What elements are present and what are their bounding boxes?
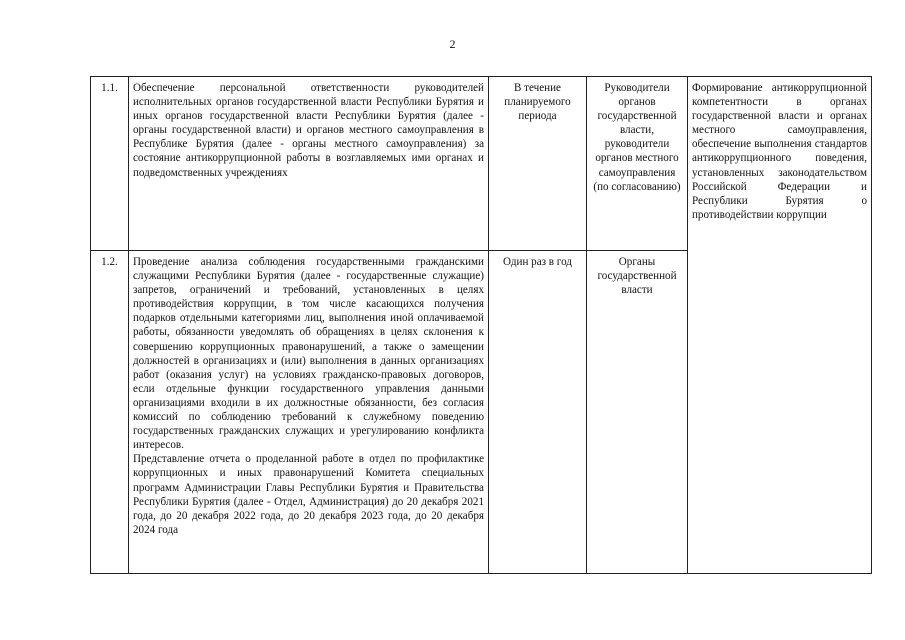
- item-report-requirement: Представление отчета о проделанной работе в отдел по профилактике коррупционных и иных правонарушений Комитета специальных программ Администрации Главы Республики Бурятия и Правительства Республики Бурятия (далее - Отдел, Администрация) до 20 декабря 2021 года, до 20 декабря 2022 года, до 20 декабря 2023 года, до 20 декабря 2024 года: [133, 453, 484, 536]
- item-term: Один раз в год: [489, 251, 587, 574]
- item-description-cell: [129, 251, 489, 574]
- item-term: В течение планируемого периода: [489, 77, 587, 251]
- measures-table: [90, 76, 872, 574]
- table-row: [91, 77, 872, 251]
- item-responsible: Руководители органов государственной власти, руководители органов местного самоуправления (по согласованию): [587, 77, 688, 251]
- item-number: 1.2.: [91, 251, 129, 574]
- expected-result: Формирование антикоррупционной компетентности в органах государственной власти и органах местного самоуправления, обеспечение выполнения стандартов антикоррупционного поведения, установленных законодательством Российской Федерации и Республики Бурятия о противодействии коррупции: [688, 77, 872, 574]
- item-description: Обеспечение персональной ответственности руководителей исполнительных органов государственной власти Республики Бурятия и иных органов государственной власти Республики Бурятия (далее - органы государственной власти) и органов местного самоуправления в Республике Бурятия (далее - органы местного самоуправления) за состояние антикоррупционной работы в возглавляемых ими органах и подведомственных учреждениях: [129, 77, 489, 251]
- item-number: 1.1.: [91, 77, 129, 251]
- page-number: 2: [449, 37, 456, 51]
- item-responsible: Органы государственной власти: [587, 251, 688, 574]
- item-description: Проведение анализа соблюдения государственными гражданскими служащими Республики Бурятия (далее - государственные служащие) запретов, ограничений и требований, установленных в целях противодействия коррупции, в том числе касающихся получения подарков отдельными категориями лиц, выполнения иной оплачиваемой работы, обязанности уведомлять об обращениях в целях склонения к совершению коррупционных правонарушений, а также о замещении должностей в организациях и (или) выполнения в данных организациях работ (оказания услуг) на условиях гражданско-правовых договоров, если отдельные функции государственного управления данными организациями входили в их должностные обязанности, без согласия комиссий по соблюдению требований к служебному поведению государственных гражданских служащих и урегулированию конфликта интересов.: [133, 256, 484, 452]
